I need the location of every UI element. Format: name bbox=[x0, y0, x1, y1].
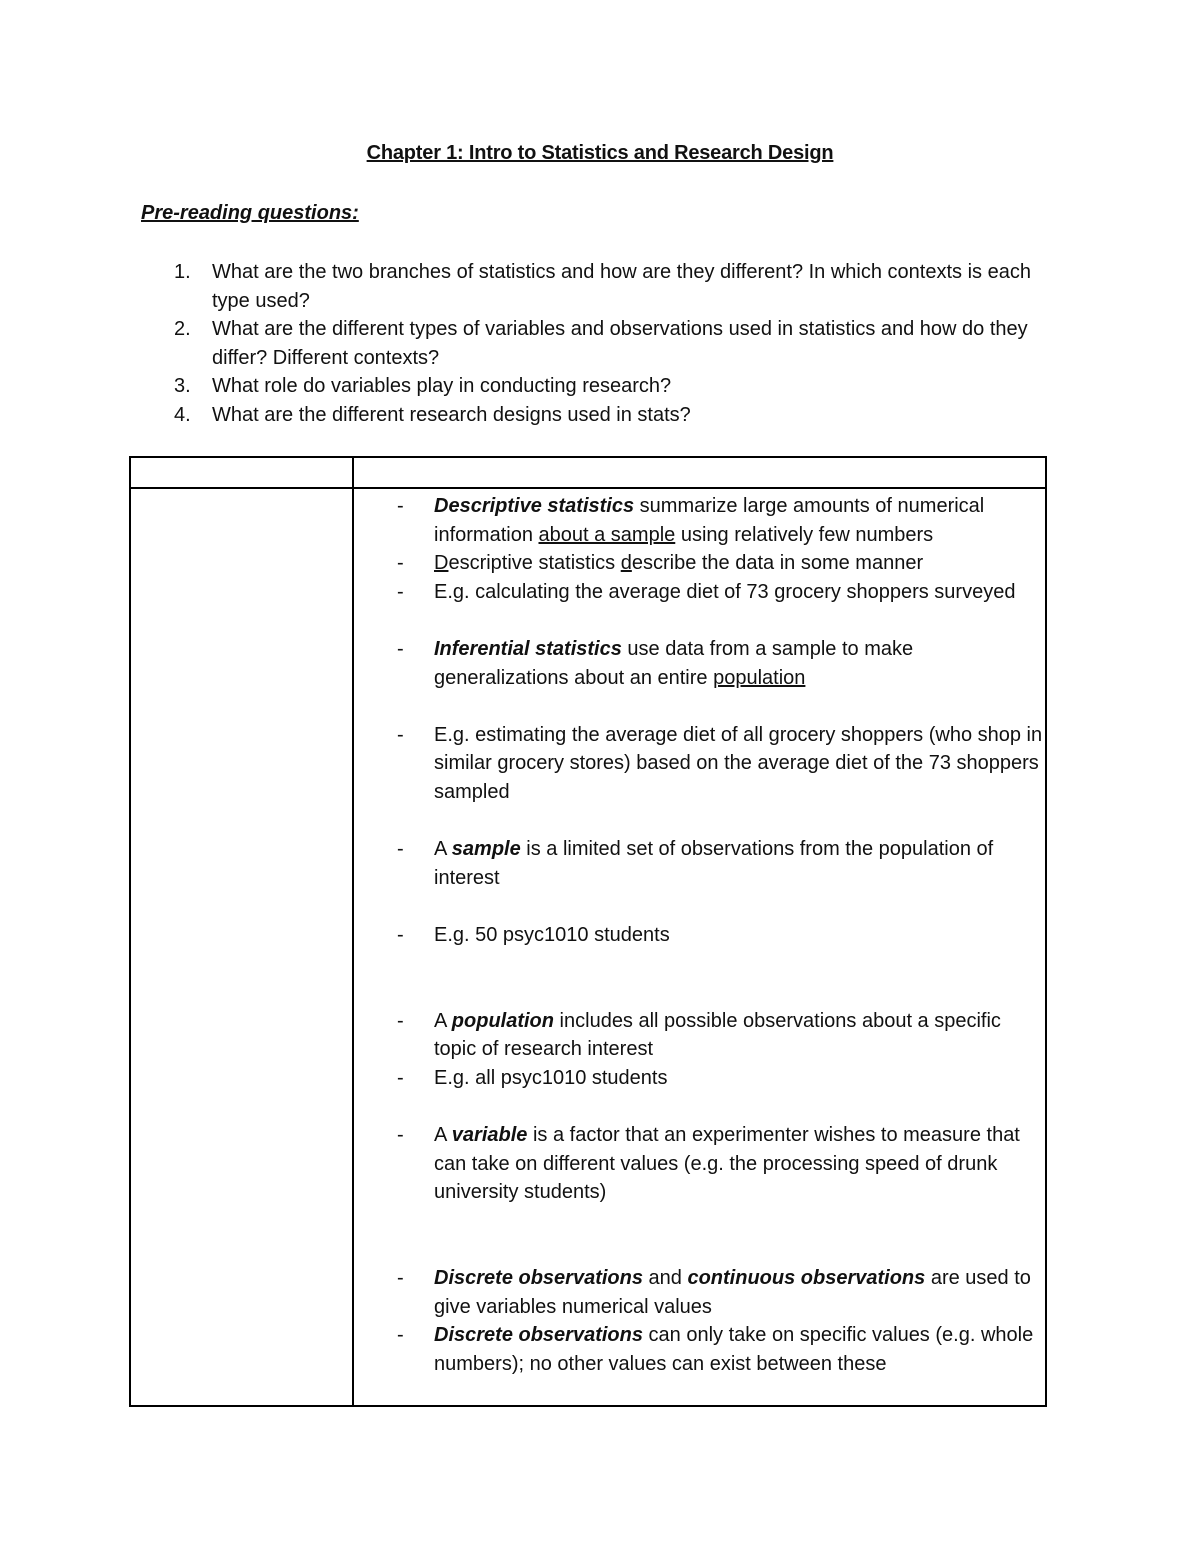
term: Discrete observations bbox=[434, 1267, 643, 1290]
list-item: - Inferential statistics use data from a sample to make generalizations about an entire population bbox=[354, 635, 1044, 692]
term: Descriptive statistics bbox=[434, 495, 635, 517]
dash-bullet: - bbox=[397, 1324, 404, 1347]
term: continuous observations bbox=[687, 1267, 926, 1290]
dash-bullet: - bbox=[397, 838, 404, 861]
list-item: - Descriptive statistics summarize large amounts of numerical information about a sample using relatively few numbers bbox=[354, 492, 1044, 549]
term: Inferential statistics bbox=[434, 637, 622, 660]
page-title: Chapter 1: Intro to Statistics and Research Design bbox=[366, 142, 834, 164]
list-item: - A variable is a factor that an experimenter wishes to measure that can take on different values (e.g. the processing speed of drunk university students) bbox=[354, 1121, 1044, 1207]
list-item: - E.g. calculating the average diet of 73 grocery shoppers surveyed bbox=[354, 578, 1044, 607]
list-item: - E.g. estimating the average diet of all grocery shoppers (who shop in similar grocery stores) based on the average diet of the 73 shoppers sampled bbox=[354, 721, 1044, 807]
dash-bullet: - bbox=[397, 923, 404, 946]
list-item: - E.g. all psyc1010 students bbox=[354, 1064, 1044, 1093]
list-number: 2. bbox=[174, 318, 191, 341]
dash-bullet: - bbox=[397, 1124, 404, 1147]
list-item: - A population includes all possible observations about a specific topic of research interest bbox=[354, 1007, 1044, 1064]
topic-cell bbox=[131, 489, 352, 1405]
pre-reading-heading: Pre-reading questions: bbox=[141, 202, 359, 224]
question-text: What are the two branches of statistics and how are they different? In which contexts is each type used? bbox=[212, 261, 1031, 312]
term: variable bbox=[451, 1124, 528, 1147]
question-text: What are the different research designs used in stats? bbox=[212, 403, 691, 426]
list-item bbox=[141, 258, 1061, 315]
dash-bullet: - bbox=[397, 495, 404, 517]
list-item: - A sample is a limited set of observations from the population of interest bbox=[354, 835, 1044, 892]
list-item: - Descriptive statistics describe the data in some manner bbox=[354, 549, 1044, 578]
dash-bullet: - bbox=[397, 637, 404, 660]
list-number: 4. bbox=[174, 403, 191, 426]
dash-bullet: - bbox=[397, 580, 404, 603]
term: sample bbox=[451, 838, 521, 861]
notes-cell bbox=[354, 489, 1045, 1405]
dash-bullet: - bbox=[397, 552, 404, 575]
table-header-row bbox=[131, 458, 1045, 489]
list-item: - Discrete observations can only take on specific values (e.g. whole numbers); no other values can exist between these bbox=[354, 1321, 1044, 1378]
list-item: - Discrete observations and continuous observations are used to give variables numerical values bbox=[354, 1264, 1044, 1321]
question-text: What role do variables play in conducting research? bbox=[212, 375, 672, 398]
list-number: 1. bbox=[174, 261, 191, 283]
list-number: 3. bbox=[174, 375, 191, 398]
dash-bullet: - bbox=[397, 1066, 404, 1089]
dash-bullet: - bbox=[397, 723, 404, 746]
list-item bbox=[141, 401, 1061, 430]
notes-list bbox=[354, 492, 1044, 1378]
list-item bbox=[141, 315, 1061, 372]
term: Discrete observations bbox=[434, 1324, 643, 1347]
dash-bullet: - bbox=[397, 1267, 404, 1290]
term: population bbox=[451, 1009, 554, 1032]
notes-table bbox=[129, 456, 1047, 1407]
underlined-text: population bbox=[713, 666, 806, 689]
list-item: - E.g. 50 psyc1010 students bbox=[354, 921, 1044, 950]
list-item bbox=[141, 372, 1061, 401]
question-list bbox=[141, 258, 1061, 430]
dash-bullet: - bbox=[397, 1009, 404, 1032]
underlined-text: about a sample bbox=[538, 523, 676, 546]
question-text: What are the different types of variables and observations used in statistics and how do they differ? Different contexts? bbox=[212, 318, 1028, 369]
